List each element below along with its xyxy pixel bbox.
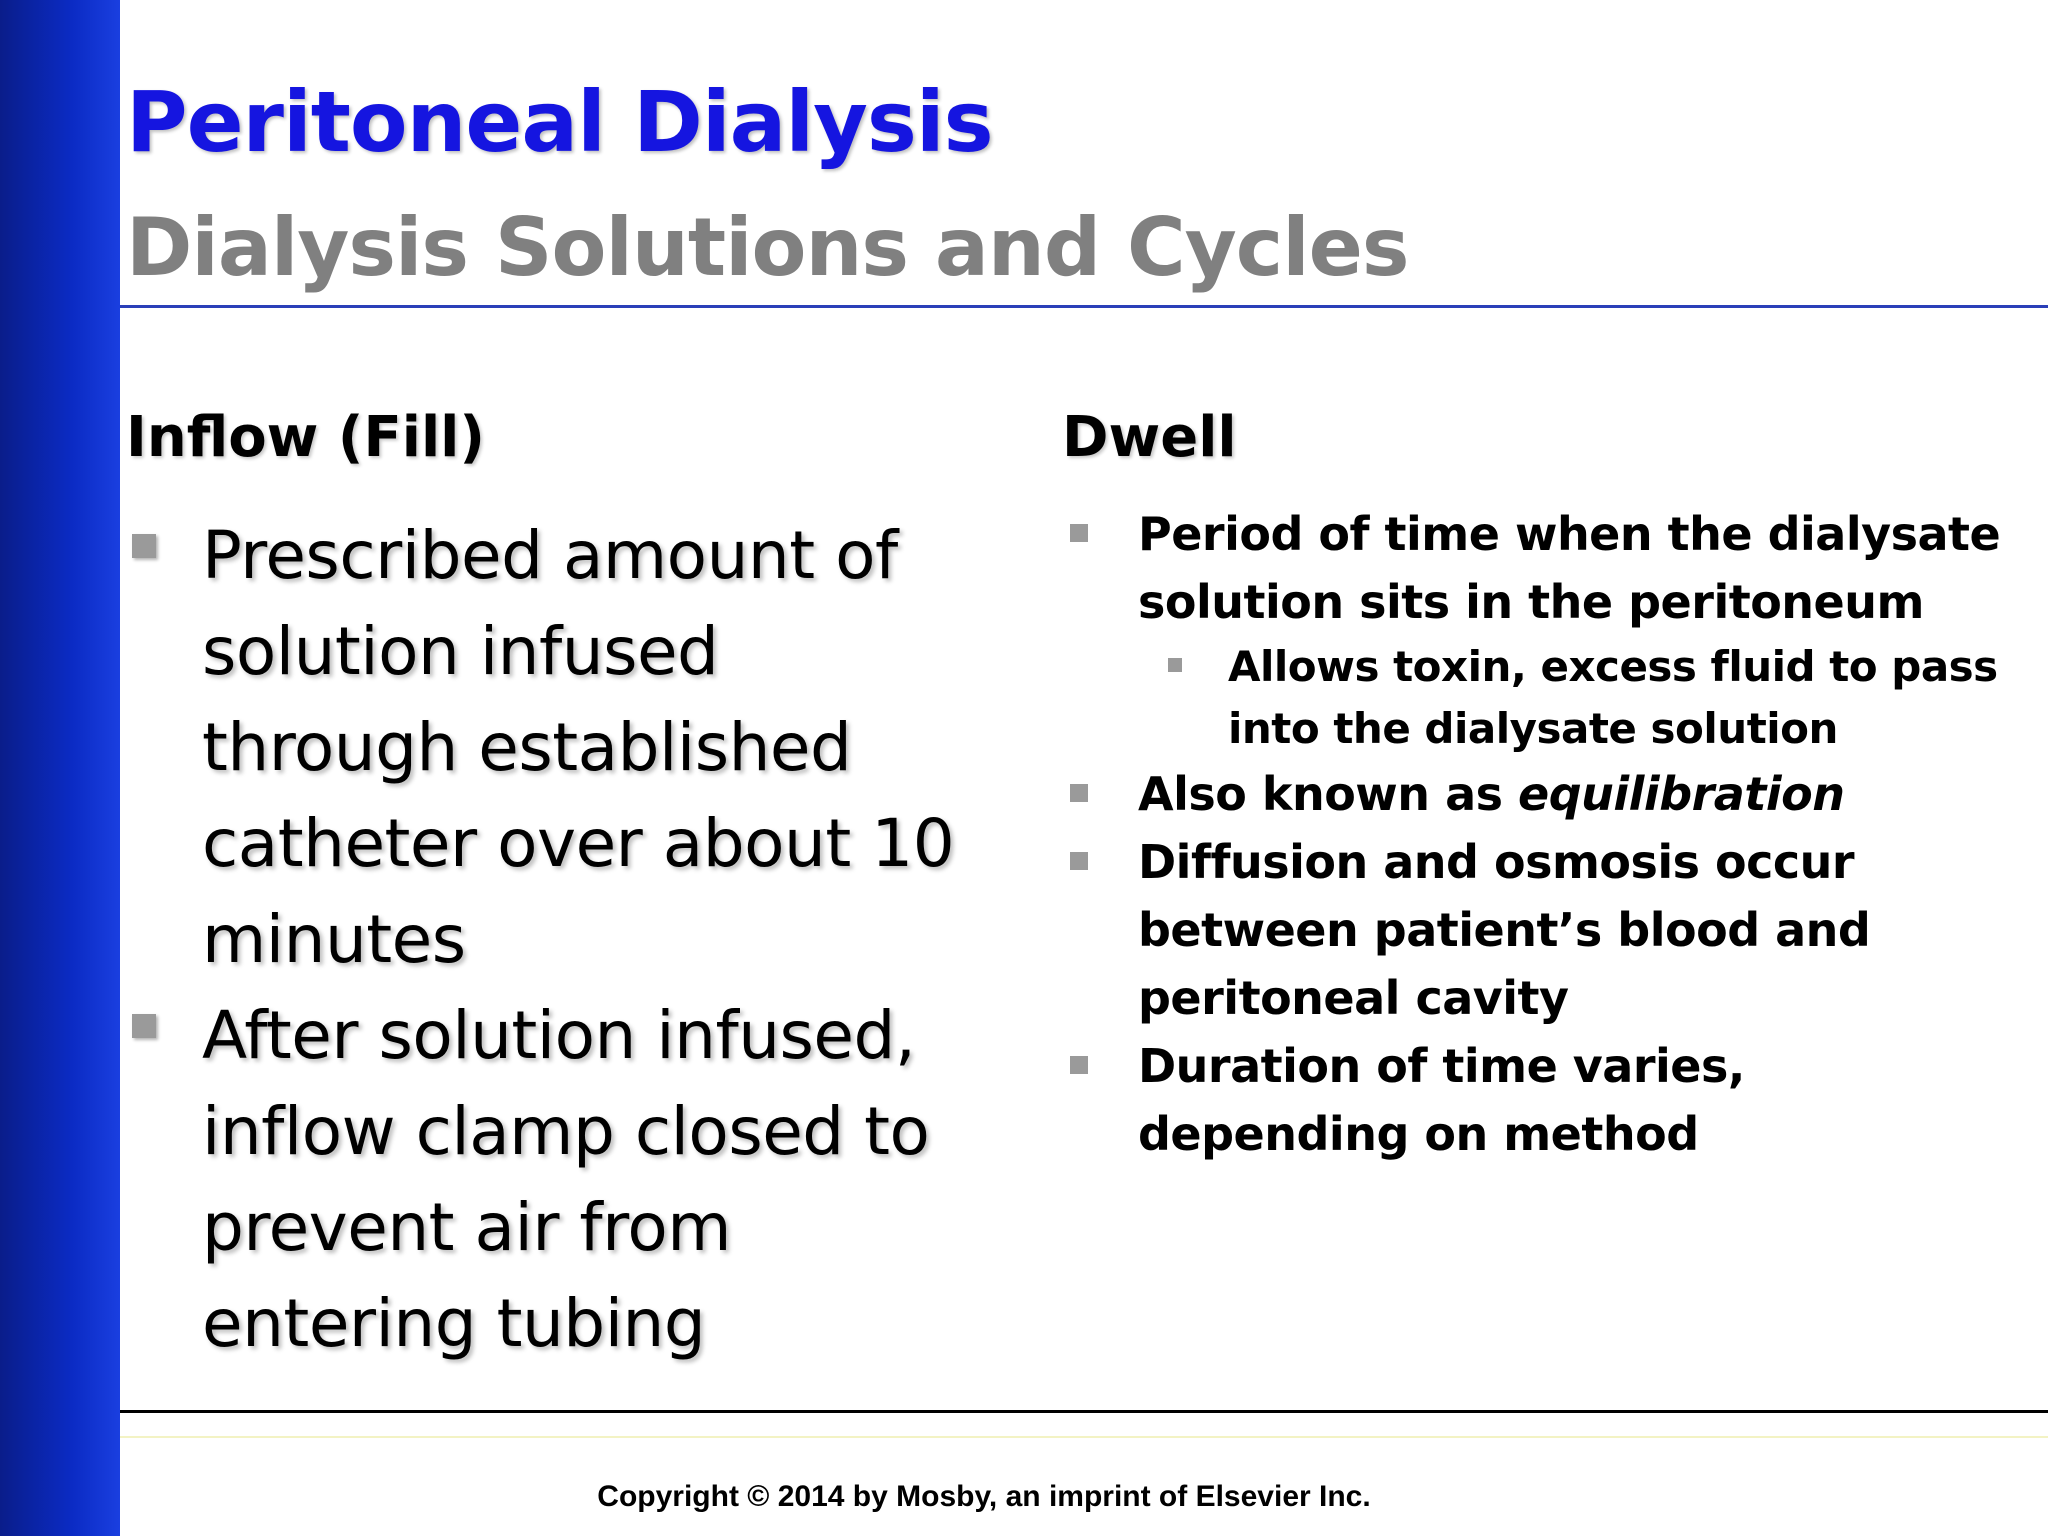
bullet-text: After solution infused, inflow clamp closed to prevent air from entering tubing [202, 997, 930, 1362]
square-bullet-icon [1168, 658, 1182, 672]
bullet-text: Also known as [1138, 767, 1519, 821]
copyright-notice: Copyright © 2014 by Mosby, an imprint of Elsevier Inc. [597, 1480, 1371, 1513]
square-bullet-icon [1070, 852, 1088, 870]
bullet-text: Prescribed amount of solution infused through established catheter over about 10 minutes [202, 517, 955, 978]
sub-bullet-list [1138, 636, 2022, 760]
square-bullet-icon [132, 1014, 156, 1038]
bullet-text: Duration of time varies, depending on method [1138, 1039, 1745, 1161]
sub-bullet-text: Allows toxin, excess fluid to pass into the dialysate solution [1228, 642, 1998, 753]
title-divider [120, 305, 2048, 308]
square-bullet-icon [132, 534, 156, 558]
dwell-bullet-list [1062, 500, 2022, 1168]
list-item [1062, 760, 2022, 828]
inflow-bullet-list [126, 508, 966, 1372]
square-bullet-icon [1070, 1056, 1088, 1074]
square-bullet-icon [1070, 524, 1088, 542]
list-item [1062, 500, 2022, 760]
dwell-heading: Dwell [1062, 405, 1237, 470]
list-item [1062, 828, 2022, 1032]
list-item [1062, 1032, 2022, 1168]
inflow-heading: Inflow (Fill) [126, 405, 485, 470]
list-item [126, 508, 966, 988]
footer-divider [120, 1410, 2048, 1413]
slide-subtitle: Dialysis Solutions and Cycles [126, 201, 1409, 294]
slide-sidebar-bar [0, 0, 120, 1536]
square-bullet-icon [1070, 784, 1088, 802]
footer-accent-line [120, 1436, 2048, 1438]
list-item [126, 988, 966, 1372]
list-item [1138, 636, 2022, 760]
bullet-text: Diffusion and osmosis occur between patient’s blood and peritoneal cavity [1138, 835, 1871, 1025]
slide-title: Peritoneal Dialysis [126, 73, 993, 171]
emphasis-term: equilibration [1518, 767, 1845, 821]
bullet-text: Period of time when the dialysate solution sits in the peritoneum [1138, 507, 2001, 629]
